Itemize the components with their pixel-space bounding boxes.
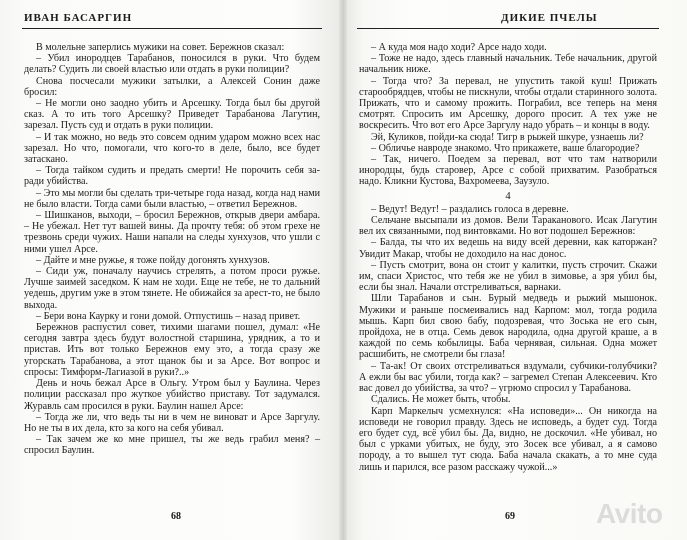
paragraph: – Не могли оно заодно убить и Арсешку. Тогда был бы другой сказ. А то ить того Арсешку? Приведет Тарабанова Лагутин, зарезал. Пусть суд и отдать в руки полиции. [24,98,320,132]
paragraph: – Это мы могли бы сделать три-четыре года назад, когда над нами не было власти. Тогда сами были властью, – ответил Бережнов. [24,187,321,210]
right-page [343,0,687,540]
paragraph: – Ведут! Ведут! – раздались голоса в деревне. [371,203,569,215]
paragraph: – Так, ничего. Поедем за перевал, вот что там натворили инородцы, будь старовер, Арсе с собой прихватим. Разобраться надо. Кликни Кустова, Вахромеева, Заузуло. [359,154,657,188]
paragraph: – Дайте и мне ружье, я тоже пойду догонять хунхузов. [36,254,270,266]
paragraph: День и ночь бежал Арсе в Ольгу. Утром был у Баулина. Через полиции рассказал про жуткое убийство приставу. Тот задумался. Журавль сам просился в руки. Баулин нашел Арсе: [24,378,320,412]
running-header-right: ДИКИЕ ПЧЕЛЫ [501,12,598,24]
paragraph: Эй, Куликов, пойди-ка сюда! Тигр в рыжей шкуре, узнаешь ли? [371,131,644,143]
paragraph: – Пусть смотрит, вона он стоит у калитки, пусть строчит. Скажи им, спаси Христос, что тебя же не убил в зимовье, а зря убил бы, если бы знал. Начали отстреливаться, варнаки. [359,259,657,294]
paragraph: – Так зачем же ко мне пришел, ты же ведь грабил меня? – спросил Баулин. [24,434,320,457]
right-page-text [359,42,657,473]
paragraph: Карп Маркелыч усмехнулся: «На исповеди»... Он никогда на исповеди не говорил правду. Здесь не исповедь, а будет суд. Тогда его будет суд, всё убил бы. Да, видно, не доскочил. «Не убивал, но был с урками убитых, не буду, это Зосек все убивал, а я самово породу, а то вышел тут сюда. Баба начала скакать, а то мне суда лишь и парился, все разом расскажу чужой...» [359,405,657,473]
left-page [0,0,343,540]
paragraph: В молельне заперлись мужики на совет. Бережнов сказал: [36,42,285,53]
page-number-right: 69 [505,511,515,522]
paragraph: – Та-ак! От своих отстреливаться вздумали, субчики-голубчики? А ежли бы вас убили, тогда как? – загремел Степан Алексеевич. Кто вас довел до убийства, за что? – угрюмо спросил у Тарабанова. [359,360,657,395]
page-number-left: 68 [171,511,181,522]
chapter-number: 4 [505,190,511,202]
paragraph: Сдались. Не может быть, чтобы. [371,394,511,406]
paragraph: – Балда, ты что их ведешь на виду всей деревни, как каторжан? Увидит Макар, чтобы не доходило на нас донос. [359,237,657,260]
right-paragraphs-after-chapter [359,204,657,473]
paragraph: – Тогда тайком судить и предать смерти! Не порочить себя за-ради убийства. [24,165,320,188]
paragraph: Снова посчесали мужики затылки, а Алексей Сонин даже бросил: [24,75,320,98]
paragraph: Сельчане высыпали из домов. Вели Тараканового. Исак Лагутин вел их связанными, под винтовками. Но вот подошел Бережнов: [359,215,657,238]
paragraph: – Бери вона Каурку и гони домой. Отпустишь – назад привет. [36,310,301,322]
header-rule-left [22,28,322,29]
paragraph: – Тоже не надо, здесь главный начальник. Тебе начальник, другой начальник ниже. [359,53,657,76]
right-paragraphs-before-chapter [359,42,657,188]
paragraph: – Шишканов, выходи, – бросил Бережнов, открыв двери амбара. – Не убежал. Нет тут вашей вины. Да прочту тебя: об этом грехе не трезвонь среди чужих. Наши напали на следы хунхузов, что ушли с ними ушел Арсе. [24,210,320,255]
book-gutter [339,0,347,540]
paragraph: – Сиди уж, поначалу научись стрелять, а потом проси ружье. Лучше заимей заседком. К нам не ходи. Еще не тебе, не то дальний уедешь, другим уже в этом тянете. Не обижайся за арест-то, не было выхода. [24,266,320,311]
paragraph: Бережнов распустил совет, тихими шагами пошел, думал: «Не сегодня завтра здесь будут волостной старшина, урядник, а то и пристав. Ить вот только Бережнов ему это, а тогда сразу же угорскать Тарабанова, а этот щанок бы и за Арсе. Вот вопрос и спросы: Тимформ-Лагиазой в руки?..» [24,322,320,378]
paragraph: – Обличье навроде знакомо. Что прикажете, ваше благородие? [371,142,640,154]
header-rule-right [357,28,659,29]
paragraph: – Убил инородцев Тарабанов, поносился в руки. Что будем делать? Судить ли своей властью или отдать в руки полиции? [24,53,320,76]
paragraph: – Тогда что? За перевал, не упустить такой куш! Прижать старообрядцев, чтобы не пискнули, чтобы отдали старинного золота. Прижать, что и самому прожить. Пограбил, все теперь на меня смотрят. Спросить им Арсешку, дорого просит. А тех уже не воскресить. Что вот его Арсе Заргулу надо убрать – и концы в воду. [359,75,657,132]
avito-watermark: Avito [596,498,663,529]
paragraph: – Тогда же ли, что ведь ты ни в чем не виноват и Арсе Заргулу. Но не ты в их дела, кто за кого на себя убивал. [24,411,320,434]
paragraph: – И так можно, но ведь это совсем одним ударом можно всех нас зарезал. Но что, помогали, что кого-то в деле, было, все будет затаскано. [24,131,320,166]
paragraph: Шли Тарабанов и сын. Бурый медведь и рыжий мышонок. Мужики и раньше посмеивались над Карпом: мол, тогда родила мышь. Карп бил свою бабу, подозревая, что Зоська не его сын, пройдоха, не в отца. Семь девок народила, одна другой краше, а в каждой по семь кобылицы. Баба чернявая, сильная. Одна может расшибить, не смотрели бы глаза! [359,293,657,361]
running-header-left: ИВАН БАСАРГИН [24,12,133,24]
paragraph: – А куда моя надо ходи? Арсе надо ходи. [371,42,547,53]
left-page-text [24,42,320,457]
